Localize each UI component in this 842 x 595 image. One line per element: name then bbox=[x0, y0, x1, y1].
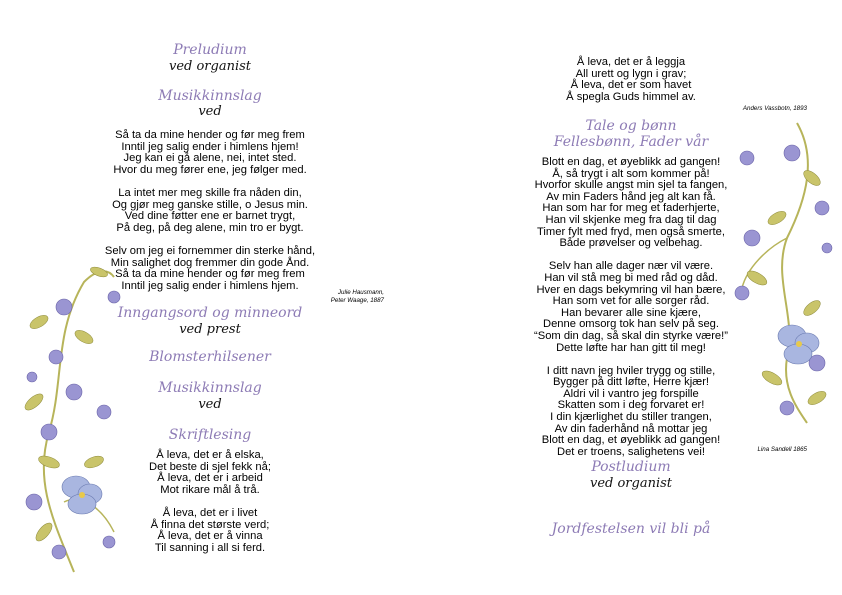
verse-line: Å leva, det er i livet bbox=[162, 506, 258, 519]
verse-line: Ved dine føtter ene er barnet trygt, bbox=[124, 210, 296, 223]
musikk-heading-1: Musikkinnslag bbox=[158, 88, 262, 104]
musikk-heading-2: Musikkinnslag bbox=[158, 380, 262, 396]
verse-line: I din kjærlighet du stiller trangen, bbox=[550, 411, 712, 424]
right-page bbox=[421, 0, 842, 595]
verse-line: I ditt navn jeg hviler trygg og stille, bbox=[546, 364, 716, 377]
verse-line: Han vil stå meg bi med råd og dåd. bbox=[544, 271, 718, 284]
verse-line: Og gjør meg ganske stille, o Jesus min. bbox=[112, 198, 308, 211]
tale-heading: Tale og bønn bbox=[585, 118, 677, 134]
verse-line: Å spegla Guds himmel av. bbox=[566, 90, 696, 103]
verse-line: Det er troens, salighetens vei! bbox=[557, 445, 705, 458]
verse-line: Han bevarer alle sine kjære, bbox=[561, 306, 701, 319]
musikk-sub-2: ved bbox=[198, 397, 222, 412]
verse-line: Min salighet dog fremmer din gode Ånd. bbox=[110, 256, 310, 269]
verse-line: Han som har for meg et faderhjerte, bbox=[542, 202, 720, 215]
hymn-2-end bbox=[501, 57, 761, 103]
verse-line: På deg, på deg alene, min tro er bygt. bbox=[116, 221, 304, 234]
fellesbonn-heading: Fellesbønn, Fader vår bbox=[553, 134, 709, 150]
blomster-heading: Blomsterhilsener bbox=[149, 349, 271, 365]
verse-line: Hvor du meg fører ene, jeg følger med. bbox=[113, 163, 307, 176]
violet-garland-right bbox=[727, 118, 835, 428]
verse-line: Dette løfte har han gitt til meg! bbox=[556, 341, 706, 354]
verse-line: Han som vet for alle sorger råd. bbox=[552, 295, 710, 308]
skrift-heading: Skriftlesing bbox=[168, 427, 252, 443]
verse-line: Av min Faders hånd jeg alt kan få. bbox=[546, 190, 716, 203]
verse-line: Å finna det største verd; bbox=[150, 518, 270, 531]
hymn-1-credit bbox=[300, 289, 384, 304]
credit-line: Julie Hausmann, bbox=[337, 289, 384, 296]
verse-line: Mot rikare mål å trå. bbox=[160, 483, 260, 496]
verse-line: Å leva, det er å leggja bbox=[576, 56, 686, 68]
musikk-sub-1: ved bbox=[198, 104, 222, 119]
verse-line: Timer fylt med fryd, men også smerte, bbox=[537, 225, 725, 238]
verse-line: Både prøvelser og velbehag. bbox=[559, 237, 703, 250]
verse-line: Inntil jeg salig ender i himlens hjem! bbox=[121, 140, 299, 153]
verse-line: Denne omsorg tok han selv på seg. bbox=[543, 318, 719, 331]
verse-line: Hver en dags bekymring vil han bære, bbox=[536, 283, 726, 296]
hymn-3-credit: Lina Sandell 1865 bbox=[757, 446, 807, 453]
hymn-2-credit: Anders Vassbotn, 1893 bbox=[742, 105, 807, 112]
inngang-sub: ved prest bbox=[179, 322, 241, 337]
verse-line: Bygger på ditt løfte, Herre kjær! bbox=[552, 376, 710, 389]
jordfestelse-heading: Jordfestelsen vil bli på bbox=[551, 521, 711, 537]
verse-line: Blott en dag, et øyeblikk ad gangen! bbox=[541, 156, 721, 168]
verse-line: Å, så trygt i alt som kommer på! bbox=[552, 167, 710, 180]
preludium-heading: Preludium bbox=[173, 42, 247, 58]
verse-line: Å leva, det er å elska, bbox=[156, 449, 264, 461]
credit-line: Peter Waage, 1887 bbox=[330, 296, 384, 304]
inngang-heading: Inngangsord og minneord bbox=[117, 305, 303, 321]
postludium-heading: Postludium bbox=[591, 459, 671, 475]
verse-line: Selv han alle dager nær vil være. bbox=[548, 260, 714, 273]
verse-line: Av din faderhånd nå mottar jeg bbox=[554, 422, 708, 435]
verse-line: Å leva, det er som havet bbox=[570, 79, 692, 92]
verse-line: Inntil jeg salig ender i himlens hjem. bbox=[121, 279, 299, 292]
verse-line: Selv om jeg ei fornemmer din sterke hånd, bbox=[104, 244, 316, 257]
verse-line: Til sanning i all si ferd. bbox=[154, 541, 266, 554]
verse-line: Så ta da mine hender og før meg frem bbox=[115, 129, 305, 141]
verse-line: Det beste di sjel fekk nå; bbox=[149, 460, 271, 473]
verse-line: La intet mer meg skille fra nåden din, bbox=[118, 186, 302, 199]
verse-line: Han vil skjenke meg fra dag til dag bbox=[545, 213, 717, 226]
verse-line: Å leva, det er å vinna bbox=[157, 530, 263, 543]
verse-line: Blott en dag, et øyeblikk ad gangen! bbox=[541, 434, 721, 447]
verse-line: “Som din dag, så skal din styrke være!” bbox=[534, 329, 728, 342]
verse-line: Aldri vil i vantro jeg forspille bbox=[563, 387, 699, 400]
verse-line: Jeg kan ei gå alene, nei, intet sted. bbox=[123, 152, 297, 165]
verse-line: Så ta da mine hender og før meg frem bbox=[115, 268, 305, 281]
verse-line: Hvorfor skulle angst min sjel ta fangen, bbox=[534, 179, 728, 192]
violet-garland-left bbox=[14, 262, 132, 578]
preludium-sub: ved organist bbox=[168, 59, 252, 74]
verse-line: Skatten som i deg forvaret er! bbox=[557, 399, 705, 412]
postludium-sub: ved organist bbox=[589, 476, 673, 491]
verse-line: Å leva, det er i arbeid bbox=[157, 472, 263, 485]
verse-line: All urett og lygn i grav; bbox=[575, 67, 687, 80]
